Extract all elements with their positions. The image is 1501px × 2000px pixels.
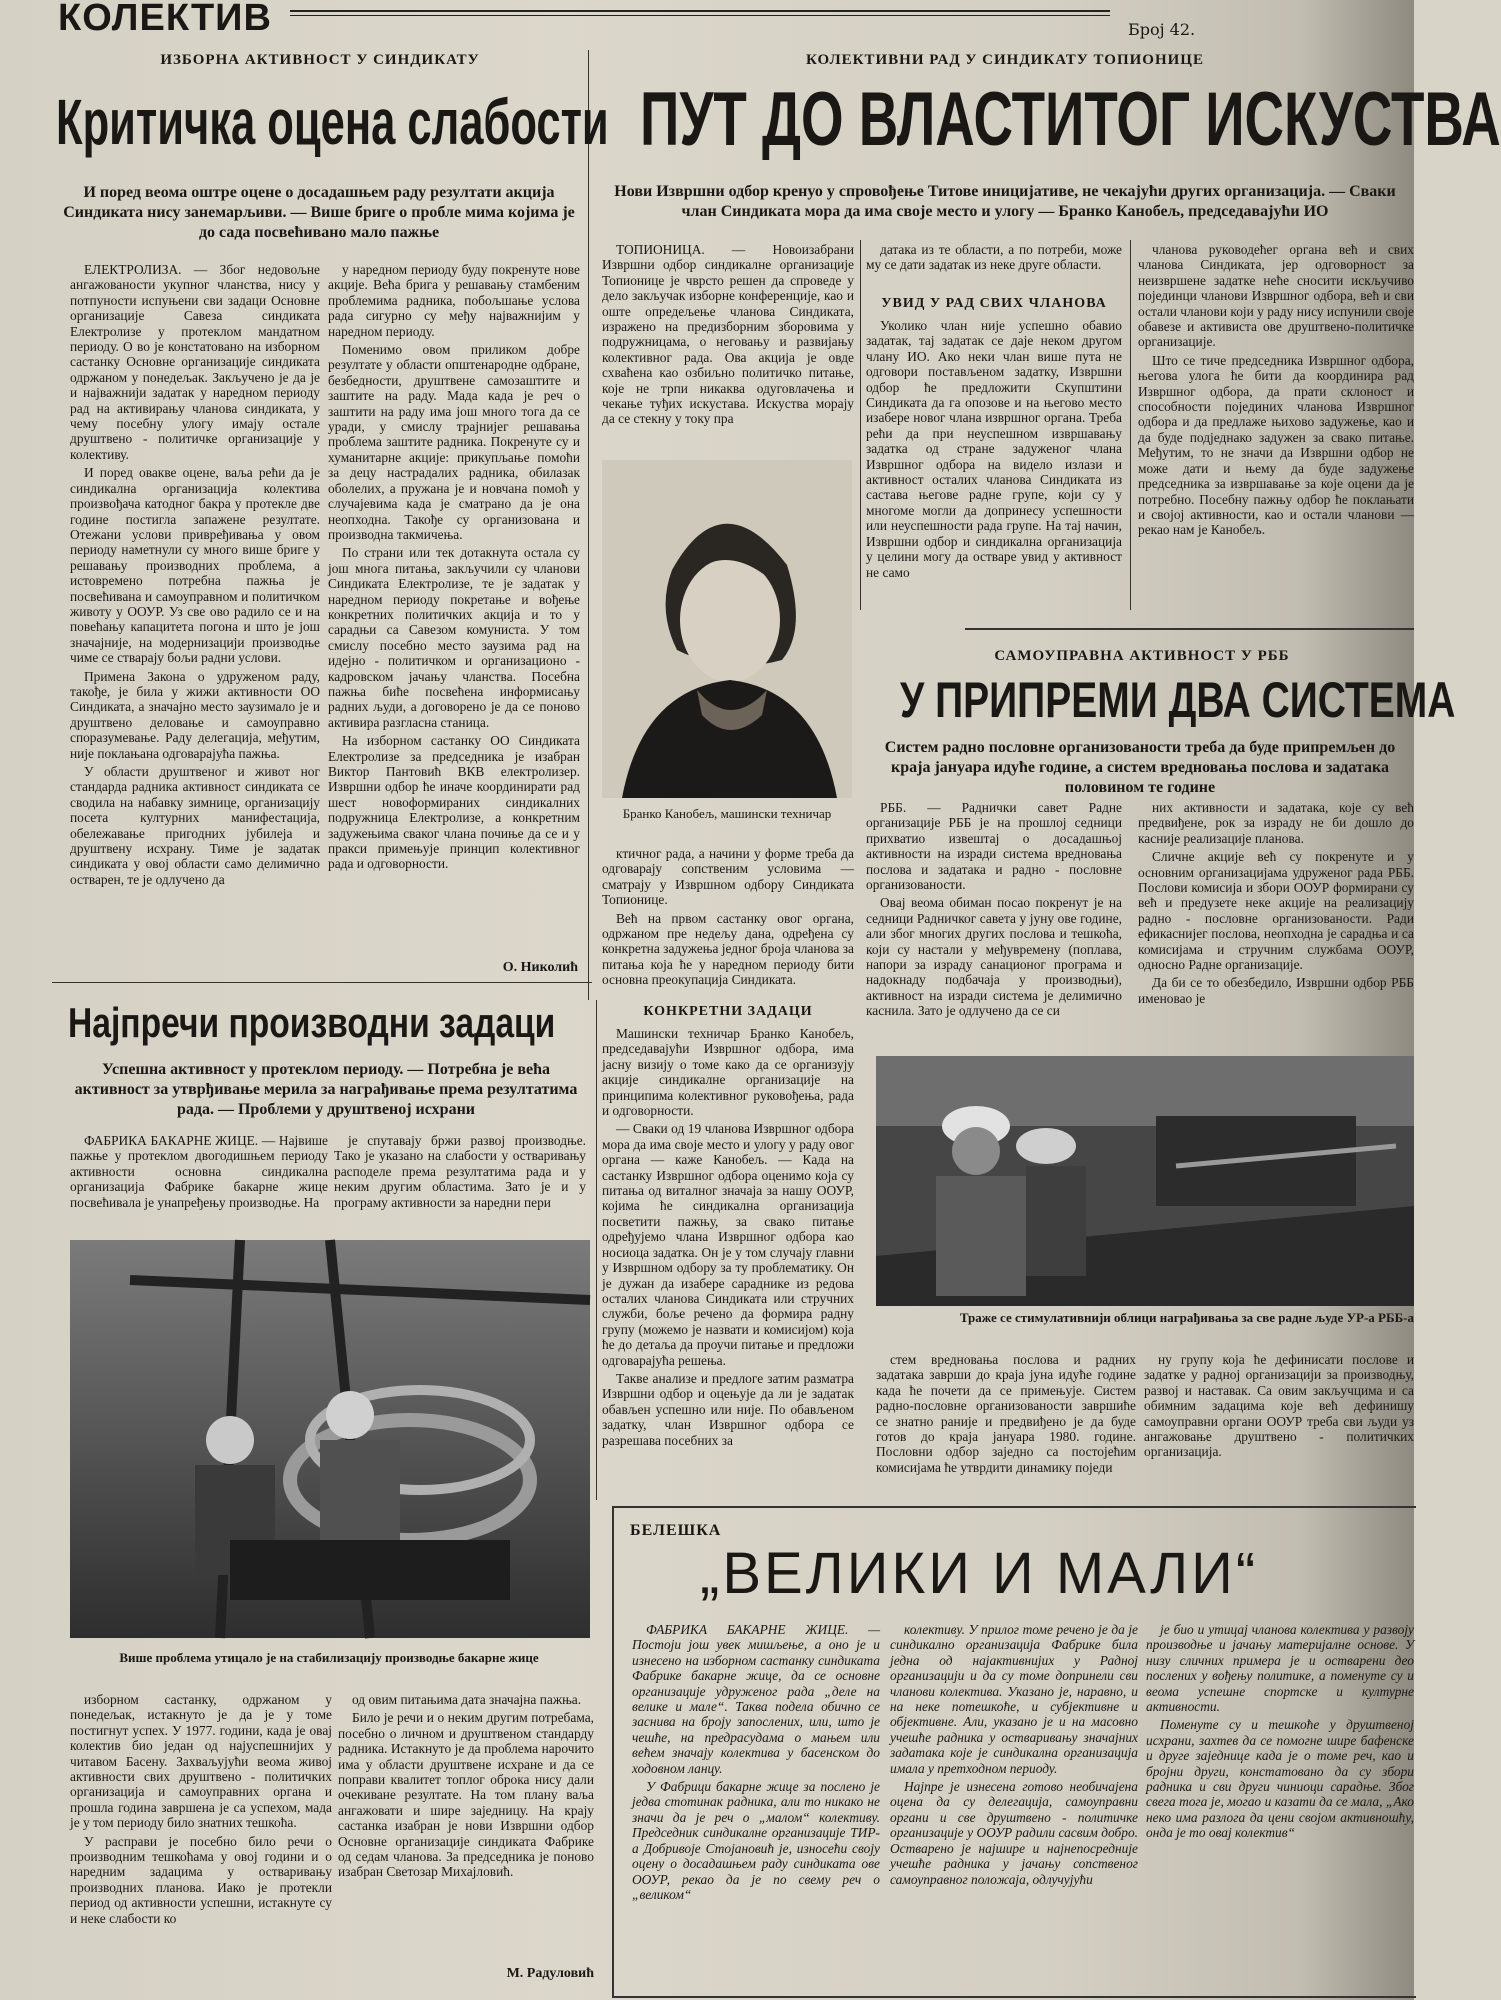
paragraph: Било је речи и о неким другим потребама, посебно о личном и друштвеном стандарду радника. Истакнуто је да проблема нарочито има у области друштвене исхране и да се поправи квалитет топлог оброка нису дали очекиване резултате. На том плану ваља ангажовати и шире заједницу. На крају састанка изабран је нови Извршни одбор Основне организације синдиката Фабрике од седам чланова. За председника је поново изабран Светозар Михајловић. bbox=[338, 1710, 594, 1880]
paragraph: РББ. — Раднички савет Радне организације РББ је на прошлој седници прихватио извештај о досадашњој активности на изради система вредновања послова и задатака и радно - пословне организованости. bbox=[866, 800, 1122, 893]
paragraph: У области друштвеног и живот ног стандарда радника активност синдиката се сводила на набавку зимнице, организацију посета културних манифестација, обележавање пригодних јубилеја и друштвену исхрану. Тиме је задатак синдиката у овој области само делимично остварен, те је одлучено да bbox=[70, 764, 320, 887]
issue-number: Број 42. bbox=[1128, 20, 1196, 39]
column-rule bbox=[588, 50, 589, 1000]
paragraph: стем вредновања послова и радних задатака заврши до краја јуна идуће године када ће почети да се примењује. Систем радно-пословне организованости завршиће се знатно раније и предвиђено је да буде готов до краја јануара 1980. године. Пословни одбор заједно са постојећим комисијама ће утврдити динамику поједи bbox=[876, 1352, 1136, 1475]
paragraph: је спутавају бржи развој производње. Тако је указано на слабости у остваривању расподеле према резултатима рада и у неким другим областима. Зато је и у програму активности за наредни пери bbox=[334, 1133, 586, 1210]
paragraph: ФАБРИКА БАКАРНЕ ЖИЦЕ. — Постоји још увек мишљење, а оно је и изнесено на изборном састанку синдиката Фабрике бакарне жице, да се основне организације удруженог рада „деле на велике и мале“. Таква подела обично се заснива на броју запослених, или, што је чешће, на предрасудама о мањем или већем значају колектива у басенском до ходовном ланцу. bbox=[632, 1622, 880, 1776]
note-column-2 bbox=[890, 1622, 1138, 1988]
article1-kicker: ИЗБОРНА АКТИВНОСТ У СИНДИКАТУ bbox=[160, 52, 480, 68]
article2-author: М. Радуловић bbox=[506, 1966, 594, 1981]
article4-column-3 bbox=[876, 1352, 1136, 1492]
article4-column-4 bbox=[1144, 1352, 1414, 1492]
photo-miners-caption: Траже се стимулативнији облици награђивања за све радне људе УР-а РББ-а bbox=[959, 1310, 1414, 1325]
paragraph: Уколико члан није успешно обавио задатак, тај задатак се даје неком другом члану ИО. Ако неки члан више пута не одговори постављеном задатку, Извршни одбор ће предложити Скупштини Синдиката да га опозове и на његово место изабере новог члана извршног органа. Треба рећи да при неуспешном извршавању задатка од стране задуженог члана Извршног одбора на видело излази и активност осталих чланова Синдиката из састава његове радне групе, који су у многоме могли да допринесу успешности или неуспешности рада групе. На тај начин, Извршни одбор и синдикална организација у целини могу да остваре увид у активност не само bbox=[866, 318, 1122, 580]
photo-wire-factory-caption: Више проблема утицало је на стабилизацију производње бакарне жице bbox=[119, 1650, 539, 1665]
article1-deck: И поред веома оштре оцене о досадашњем раду резултати акција Синдиката нису занемарљиви. — Више бриге о пробле мима којима је до сада посвећивано мало пажње bbox=[63, 184, 575, 241]
article4-column-2 bbox=[1138, 800, 1414, 1050]
article4-deck: Систем радно пословне организованости треба да буде припремљен до краја јануара идуће године, а систем вредновања послова и задатака половином те године bbox=[884, 739, 1396, 796]
paragraph: Машински техничар Бранко Канобељ, председавајући Извршног одбора, има јасну визију о томе како да се организују акције синдикалне организације на принципима колективног руковођења, рада и одговорности. bbox=[602, 1026, 854, 1119]
column-rule bbox=[860, 240, 861, 610]
article1-column-1 bbox=[70, 262, 320, 972]
article3-kicker: КОЛЕКТИВНИ РАД У СИНДИКАТУ ТОПИОНИЦЕ bbox=[806, 52, 1204, 68]
paragraph: Такве анализе и предлоге затим разматра Извршни одбор и оцењује да ли је задатак обављен успешно или није. По обављеном задатку, члан Извршног одбора се разрешава посебних за bbox=[602, 1370, 854, 1448]
paragraph: них активности и задатака, које су већ предвиђене, рок за израду не би дошло до касније реализације планова. bbox=[1138, 800, 1414, 846]
column-rule bbox=[596, 1000, 597, 1500]
article1-column-2 bbox=[328, 262, 580, 952]
article2-headline: Најпречи производни задаци bbox=[68, 999, 556, 1046]
photo-miners-image bbox=[876, 1056, 1414, 1306]
note-column-1 bbox=[632, 1622, 880, 1988]
article3-deck: Нови Извршни одбор кренуо у спровођење Титове иницијативе, не чекајући другиx организација. — Сваки члан Синдиката мора да има своје место и улогу — Бранко Канобељ, председавајући ИО bbox=[614, 183, 1396, 220]
paragraph: Да би се то обезбедило, Извршни одбор РББ именовао је bbox=[1138, 975, 1414, 1006]
paragraph: Примена Закона о удруженом раду, такође, је била у жижи активности ОО Синдиката, а значајно место заузимало је и друштвено деловање и самоуправно споразумевање. Раду делегација, међутим, није поклањана одговарајућа пажња. bbox=[70, 668, 320, 761]
photo-miners bbox=[876, 1056, 1414, 1306]
article4-kicker: САМОУПРАВНА АКТИВНОСТ У РББ bbox=[994, 648, 1290, 664]
article1-author: О. Николић bbox=[502, 960, 578, 975]
paragraph: је био и утицај чланова колектива у развоју производње и јачању материјалне основе. У низу сличних примера је и остварени део послених у вођењу политике, а поменуте су и веома успешне спортске и културне активности. bbox=[1146, 1622, 1414, 1715]
article3-headline: ПУТ ДО ВЛАСТИТОГ ИСКУСТВА bbox=[640, 77, 1501, 162]
note-column-3 bbox=[1146, 1622, 1414, 1988]
paragraph: изборном састанку, одржаном у понедељак, истакнуто је да је у томе постигнут успех. У 1977. години, када је овај колектив био један од најуспешнијих у читавом Басену. Захваљујући веома живој активности свих друштвено - политичких организација и самоуправних органа и прошла година завршена је са успехом, мада је у том периоду било знатних тешкоћа. bbox=[70, 1692, 332, 1831]
paragraph: ТОПИОНИЦА. — Новоизабрани Извршни одбор синдикалне организације Топионице је чврсто решен да спроведе у дело закључак изборне конференције, као и оште опредељење чланова Синдиката, изражено на предизборним зборовима у подружницама, о неговању и развијању колективног рада. Ова акција је овде схваћена као озбиљно политичко питање, које не трпи никаква одуговлачења и чекање туђих искустава. Искуства морају да се стекну у току пра bbox=[602, 242, 854, 427]
portrait-image bbox=[602, 460, 852, 798]
article2-column-2 bbox=[338, 1692, 594, 1957]
paragraph: Овај веома обиман посао покренут је на седници Радничког савета у јуну ове године, али због многих других послова и тешкоћа, који су настали у међувремену (поплава, напори за израду санационог програма и надокнаду подбачаја у производњи), активност на изради система је делимично каснила. Зато је одлучено да се си bbox=[866, 895, 1122, 1019]
paragraph: колективу. У прилог томе речено је да је синдикално организација Фабрике била једна од најактивнијих у Радној организацији и да су томе допринели сви чланови колектива. Указано је, наравно, и на неке потешкоће, и субјективне и објективне. Али, указано је и на масовно учешће радника у остваривању значајних задатака које је синдикална организација имала у претходном периоду. bbox=[890, 1622, 1138, 1776]
section-rule bbox=[52, 982, 592, 983]
article1-headline: Критичка оцена слабости bbox=[56, 86, 609, 158]
photo-wire-factory bbox=[70, 1240, 590, 1638]
paragraph: датака из те области, а по потреби, може му се дати задатак из неке друге области. bbox=[866, 242, 1122, 273]
paragraph: у наредном периоду буду покренуте нове акције. Већа брига у решавању стамбеним проблемима радника, побољшање услова рада сигурно су међу најважнијим у наредном периоду. bbox=[328, 262, 580, 339]
article3-column-3 bbox=[1138, 242, 1414, 598]
paragraph: И поред овакве оцене, ваља рећи да је синдикална организација колектива произвођача катодног бакра у протекле две године постигла запажене резултате. Отежани услови привређивања у овом периоду наметнули су много више бриге у решавању производних проблема, а истовремено потребна пажња је посвећивана и самоуправном и политичком животу у ООУР. Уз све ово радило се и на повећању капацитета погона и што је још значајније, на модернизацији производње чиме се стварају бољи радни услови. bbox=[70, 465, 320, 666]
article3-column-2 bbox=[866, 318, 1122, 614]
paragraph: Сличне акције већ су покренуте и у основним организацијама удруженог рада РББ. Послови комисија и збори ООУР формирани су већ и предузете неке акције на реализацију радно - пословне организованости. Ради ефикаснијег послова, неопходна је сарадња и са комисијама и стручним службама ООУР, односно Радне организације. bbox=[1138, 849, 1414, 973]
article2-intro-col-2 bbox=[334, 1133, 586, 1235]
note-headline: „ВЕЛИКИ И МАЛИ“ bbox=[700, 1541, 1259, 1606]
paragraph: Поменимо овом приликом добре резултате у области општенародне одбране, безбедности, друштвене самозаштите и заштите на раду. Мада када је реч о заштити на раду има још много тога да се уради, у смислу трајнијег решавања проблема заштите радника. Покренуте су и хуманитарне акције: прикупљање помоћи за децу настрадалих радника, обилазак оболелих, а пружана је и новчана помоћ у случајевима када је сматрано да је она неопходна. Такође су организована и производна такмичења. bbox=[328, 342, 580, 542]
paragraph: Већ на првом састанку овог органа, одржаном пре недељу дана, одређена су конкретна задужења једног броја чланова за питања која ће у наредном периоду бити основна преокупација Синдиката. bbox=[602, 910, 854, 988]
paragraph: У Фабрици бакарне жице за послено је једва стотинак радника, али то никако не значи да је реч о „малом“ колективу. Председник синдикалне организације ТИР-а Добривоје Стојановић је, износећи своју оцену о досадашњем раду синдиката ове ООУР, рекао да је по свему реч о „великом“ bbox=[632, 1779, 880, 1902]
article2-deck: Успешна активност у протеклом периоду. — Потребна је већа активност за утврђивање мерила за награђивање према резултатима рада. — Проблеми у друштвеној исхрани bbox=[74, 1061, 578, 1118]
section-rule bbox=[965, 628, 1414, 630]
paragraph: На изборном састанку ОО Синдиката Електролизе за председника је изабран Виктор Пантовић ВКВ електролизер. Извршни одбор ће иначе координирати рад шест новоформираних синдикалних подружница Електролизе, а конкретним задужењима сваког члана почиње да се и у пракси примењује принцип колективног рада и одговорности. bbox=[328, 733, 580, 872]
article3-column-1 bbox=[602, 242, 854, 450]
paragraph: ктичног рада, а начини у форме треба да одговарају сопственим условима — сматрају у Извршном одбору Синдиката Топионице. bbox=[602, 846, 854, 908]
portrait-caption: Бранко Канобељ, машински техничар bbox=[622, 806, 832, 821]
column-rule bbox=[1130, 240, 1131, 610]
article3-column-1c bbox=[602, 1026, 854, 1496]
article4-column-1 bbox=[866, 800, 1122, 1050]
paragraph: Поменуте су и тешкоће у друштвеној исхрани, захтев да се помогне шире бафенске и друге заједнице када је о томе реч, као и бројни други, констатовано да су збори радника и сви други чиниоци сарадње. Због свега тога је, могао и казати да се мала, „Ако неко има разлога да цени својом активношћу, онда је то овај колектив“ bbox=[1146, 1717, 1414, 1841]
paragraph: По страни или тек дотакнута остала су још многа питања, закључили су чланови Синдиката Електролизе, те је задатак у наредном периоду покретање и вођење конкретних политичких акција и то у сарадњи са Савезом комуниста. У том смислу посебно место заузима рад на идејно - политичком и организационо - кадровском јачању чланства. Посебна пажња биће посвећена информисању радних људи, а договорено је да се поново активира разгласна станица. bbox=[328, 545, 580, 730]
article3-column-2a bbox=[866, 242, 1122, 282]
paragraph: ну групу која ће дефинисати послове и задатке у радној организацији за производњу, развој и наставак. Са овим закључцима и са обимним задацима које већ дефинишу самоуправни органи ООУР треба сви људи уз ангажовање друштвено - политичких организација. bbox=[1144, 1352, 1414, 1460]
paragraph: чланова руководећег органа већ и свих чланова Синдиката, јер одговорност за неизвршене задатке неће сносити искључиво појединци чланови Извршног одбора, већ и сви остали чланови који у раду нису испунили своје обавезе и активиста ове друштвено-политичке организације. bbox=[1138, 242, 1414, 350]
subhead-insight: УВИД У РАД СВИХ ЧЛАНОВА bbox=[881, 296, 1107, 311]
article2-intro-col-1 bbox=[70, 1133, 328, 1235]
paragraph: — Сваки од 19 чланова Извршног одбора мора да има своје место и улогу у раду овог органа — каже Канобељ. — Када на састанку Извршног одбора оценимо која су питања од виталног значаја за нашу ООУР, којима ће синдикална организација посветити пажњу, за свако питање одређујемо члана Извршног одбора као носиоца задатка. Он је у том случају главни у Извршном одбору за ту проблематику. Он је дужан да изабере сараднике из редова осталих чланова Синдиката или стручних служби, боље речено да формира радну групу (можемо је назвати и комисијом) која ће до детаља да проучи питање и предложи одговарајућа решења. bbox=[602, 1121, 854, 1368]
masthead: КОЛЕКТИВ bbox=[58, 0, 272, 39]
article3-column-1b bbox=[602, 846, 854, 986]
paragraph: ФАБРИКА БАКАРНЕ ЖИЦЕ. — Највише пажње у протеклом двогодишњем периоду активности основна синдикална организација Фабрике бакарне жице посвећивала је унапређењу производње. На bbox=[70, 1133, 328, 1210]
article2-column-1 bbox=[70, 1692, 332, 1992]
article4-headline: У ПРИПРЕМИ ДВА СИСТЕМА bbox=[900, 672, 1456, 728]
portrait-photo bbox=[602, 460, 852, 798]
photo-wire-factory-image bbox=[70, 1240, 590, 1638]
paragraph: У расправи је посебно било речи о производним тешкоћама у овој години и о наредним задацима у остваривању производних планова. Иако је протекли период од активности успешни, истакнуте су и неке слабости ко bbox=[70, 1833, 332, 1926]
paragraph: ЕЛЕКТРОЛИЗА. — Због недовољне ангажованости укупног чланства, нису у потпуности испуњени сви задаци Основне организације Савеза синдиката Електролизе у протеклом мандатном периоду. О во је констатовано на изборном састанку Основне организације синдиката одржаном у понедељак. Закључено је да је и најважнији задатак у наредном периоду рад на активирању чланова синдиката, у чему посебну улогу имају остале друштвено - политичке организације у колективу. bbox=[70, 262, 320, 462]
note-label: БЕЛЕШКА bbox=[630, 1522, 722, 1539]
masthead-rule bbox=[290, 10, 1110, 16]
subhead-concrete-tasks: КОНКРЕТНИ ЗАДАЦИ bbox=[643, 1004, 813, 1019]
paragraph: Што се тиче председника Извршног одбора, његова улога ће бити да координира рад Извршног одбора, да прати склоност и способности појединих чланова Извршног одбора и да предлаже њихово задужење, као и да буде подједнако задужен за свако питање. Међутим, то не значи да Извршни одбор не може дати и њему да буде задужење председника за извршавање за које оцени да је потребно. Посебну пажњу одбор ће поклањати и својој активности, као и остали чланови — рекао нам је Канобељ. bbox=[1138, 352, 1414, 538]
paragraph: Најпре је изнесена готово необичајена оцена да су делегација, самоуправни органи и све друштвено - политичке организације у ООУР радили сасвим добро. Остварено је најшире и најнепосредније учешће радника у јачању сопственог самоуправног положаја, одлучујући bbox=[890, 1779, 1138, 1887]
paragraph: од овим питањима дата значајна пажња. bbox=[352, 1692, 582, 1707]
